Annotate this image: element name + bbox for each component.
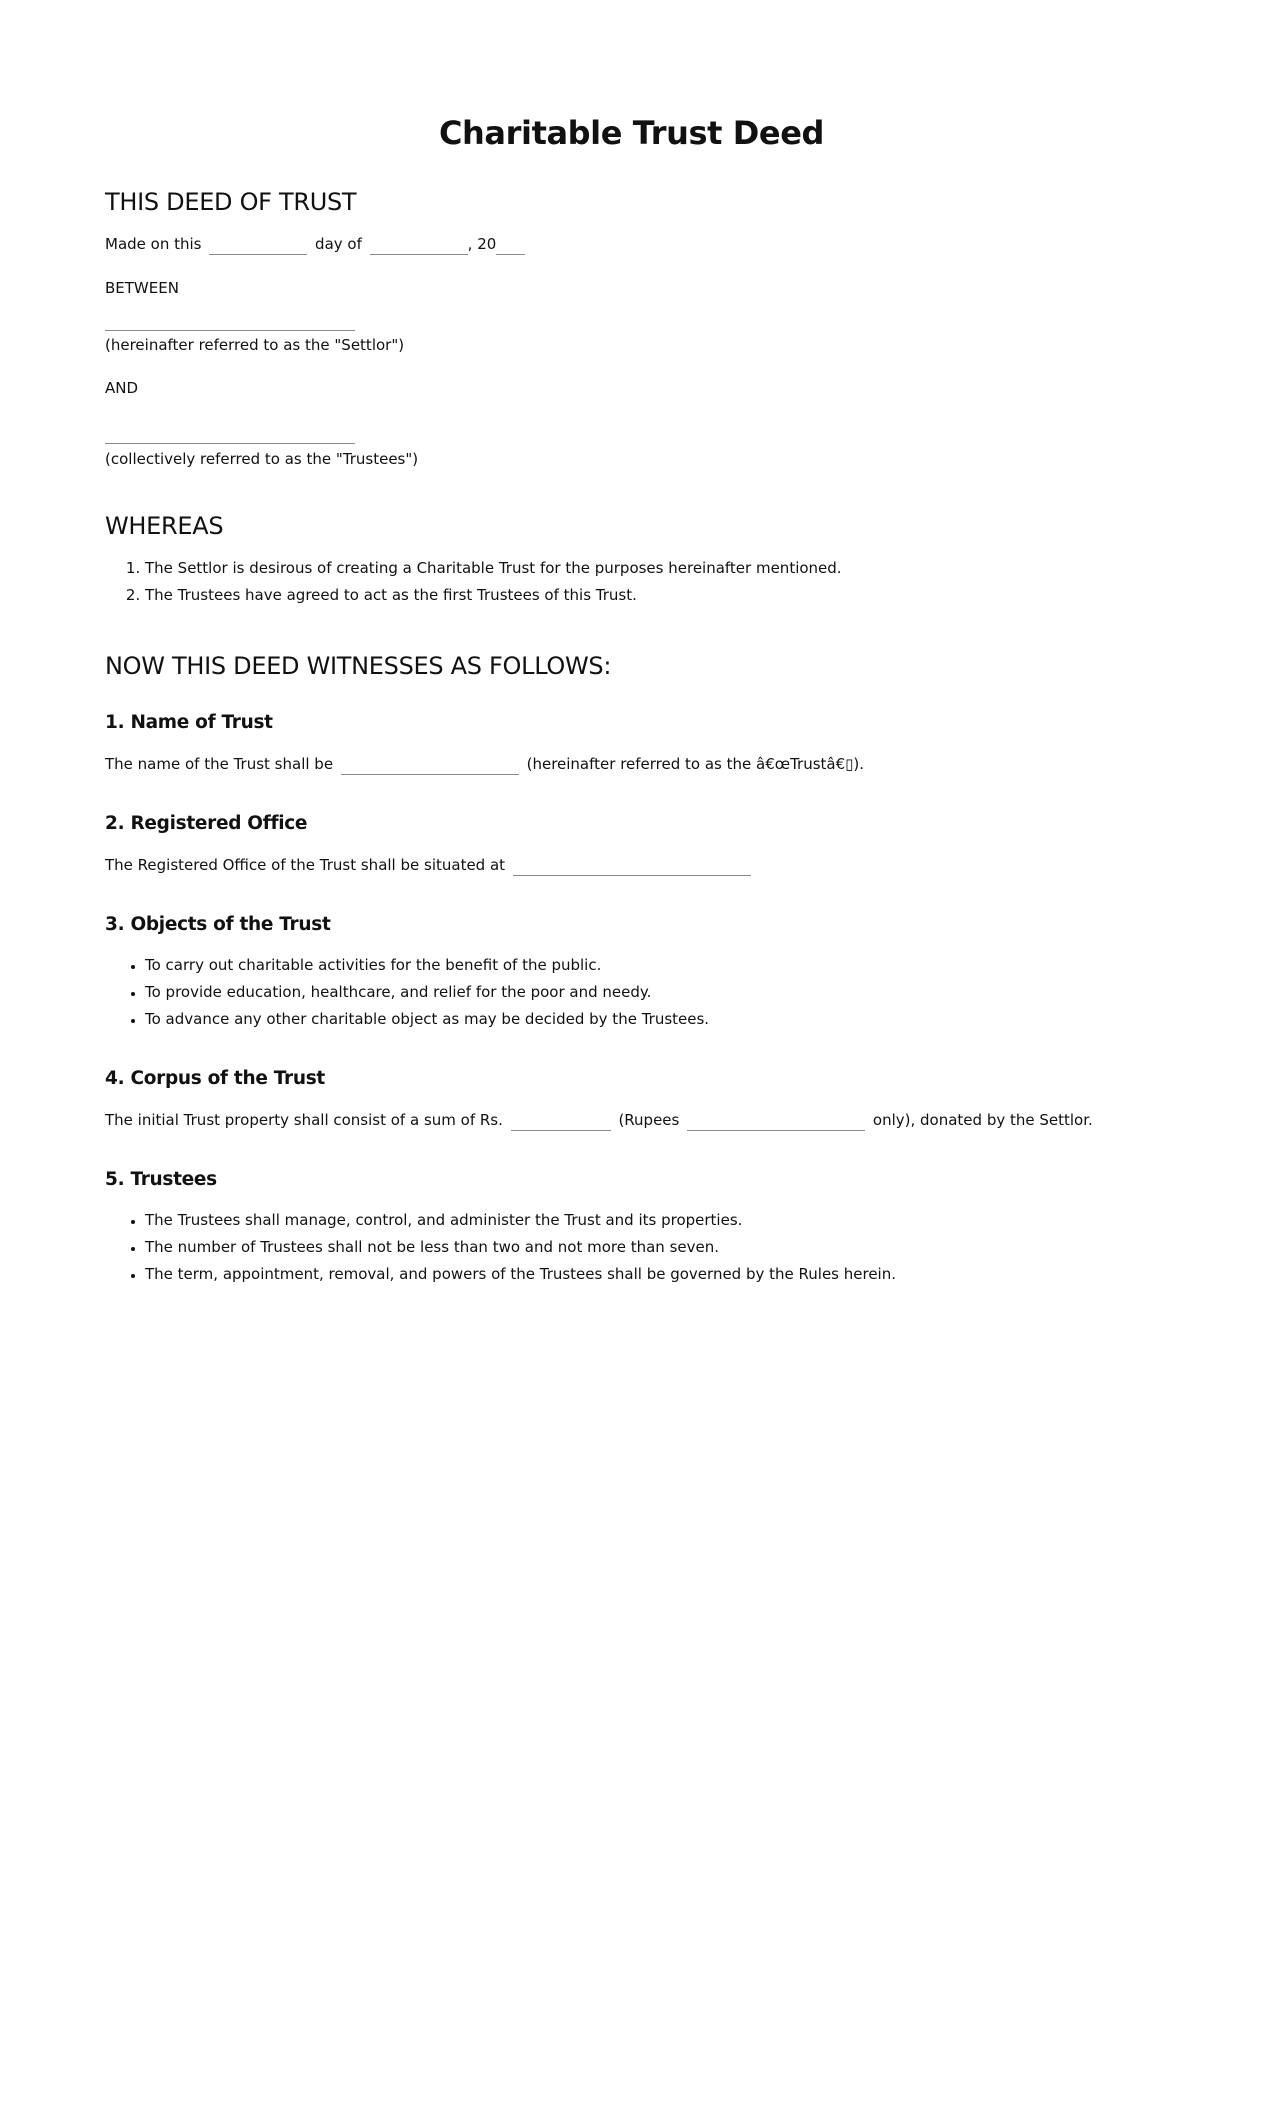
trustees-item: • The Trustees shall manage, control, and administer the Trust and its properties. bbox=[145, 1207, 896, 1234]
made-on-line bbox=[105, 232, 528, 256]
year-blank[interactable] bbox=[496, 236, 525, 255]
between-label: BETWEEN bbox=[105, 279, 179, 297]
trustees-caption: (collectively referred to as the "Trustees") bbox=[105, 450, 419, 468]
name-of-trust-suffix: (hereinafter referred to as the â€œTrustâ€▯). bbox=[526, 755, 865, 773]
section-heading-registered-office: 2. Registered Office bbox=[105, 813, 308, 834]
corpus-text: The initial Trust property shall consist of a sum of Rs. bbox=[105, 1111, 503, 1129]
year-prefix: , 20 bbox=[467, 235, 497, 253]
registered-office-text: The Registered Office of the Trust shall be situated at bbox=[105, 856, 506, 874]
section-heading-corpus: 4. Corpus of the Trust bbox=[105, 1068, 325, 1089]
witnesses-heading: NOW THIS DEED WITNESSES AS FOLLOWS: bbox=[105, 652, 612, 680]
rupees-label: (Rupees bbox=[618, 1111, 680, 1129]
registered-office-paragraph bbox=[105, 853, 754, 877]
section-heading-name-of-trust: 1. Name of Trust bbox=[105, 712, 273, 733]
name-of-trust-text: The name of the Trust shall be bbox=[105, 755, 334, 773]
settlor-caption: (hereinafter referred to as the "Settlor") bbox=[105, 336, 405, 354]
trustees-item: • The term, appointment, removal, and powers of the Trustees shall be governed by the Rules herein. bbox=[145, 1261, 896, 1288]
corpus-suffix: only), donated by the Settlor. bbox=[872, 1111, 1093, 1129]
whereas-list bbox=[105, 555, 842, 609]
registered-office-blank[interactable] bbox=[513, 857, 751, 876]
section-heading-objects: 3. Objects of the Trust bbox=[105, 914, 331, 935]
document-title: Charitable Trust Deed bbox=[438, 114, 825, 152]
made-on-label: Made on this bbox=[105, 235, 202, 253]
objects-item: • To provide education, healthcare, and relief for the poor and needy. bbox=[145, 979, 709, 1006]
settlor-name-blank[interactable] bbox=[105, 330, 355, 331]
name-of-trust-paragraph bbox=[105, 752, 864, 776]
corpus-paragraph bbox=[105, 1108, 1093, 1132]
amount-figures-blank[interactable] bbox=[511, 1112, 611, 1131]
day-of-label: day of bbox=[315, 235, 362, 253]
trust-name-blank[interactable] bbox=[341, 756, 519, 775]
whereas-heading: WHEREAS bbox=[105, 512, 224, 540]
whereas-item: 1. The Settlor is desirous of creating a Charitable Trust for the purposes hereinafter mentioned. bbox=[145, 555, 842, 582]
objects-list bbox=[105, 952, 709, 1033]
amount-words-blank[interactable] bbox=[687, 1112, 865, 1131]
day-blank[interactable] bbox=[209, 236, 307, 255]
and-label: AND bbox=[105, 379, 139, 397]
trustees-item: • The number of Trustees shall not be less than two and not more than seven. bbox=[145, 1234, 896, 1261]
section-heading-trustees: 5. Trustees bbox=[105, 1169, 217, 1190]
intro-heading: THIS DEED OF TRUST bbox=[105, 188, 357, 216]
trustees-name-blank[interactable] bbox=[105, 443, 355, 444]
objects-item: • To carry out charitable activities for the benefit of the public. bbox=[145, 952, 709, 979]
trustees-list bbox=[105, 1207, 896, 1288]
objects-item: • To advance any other charitable object as may be decided by the Trustees. bbox=[145, 1006, 709, 1033]
month-blank[interactable] bbox=[370, 236, 468, 255]
whereas-item: 2. The Trustees have agreed to act as the first Trustees of this Trust. bbox=[145, 582, 842, 609]
